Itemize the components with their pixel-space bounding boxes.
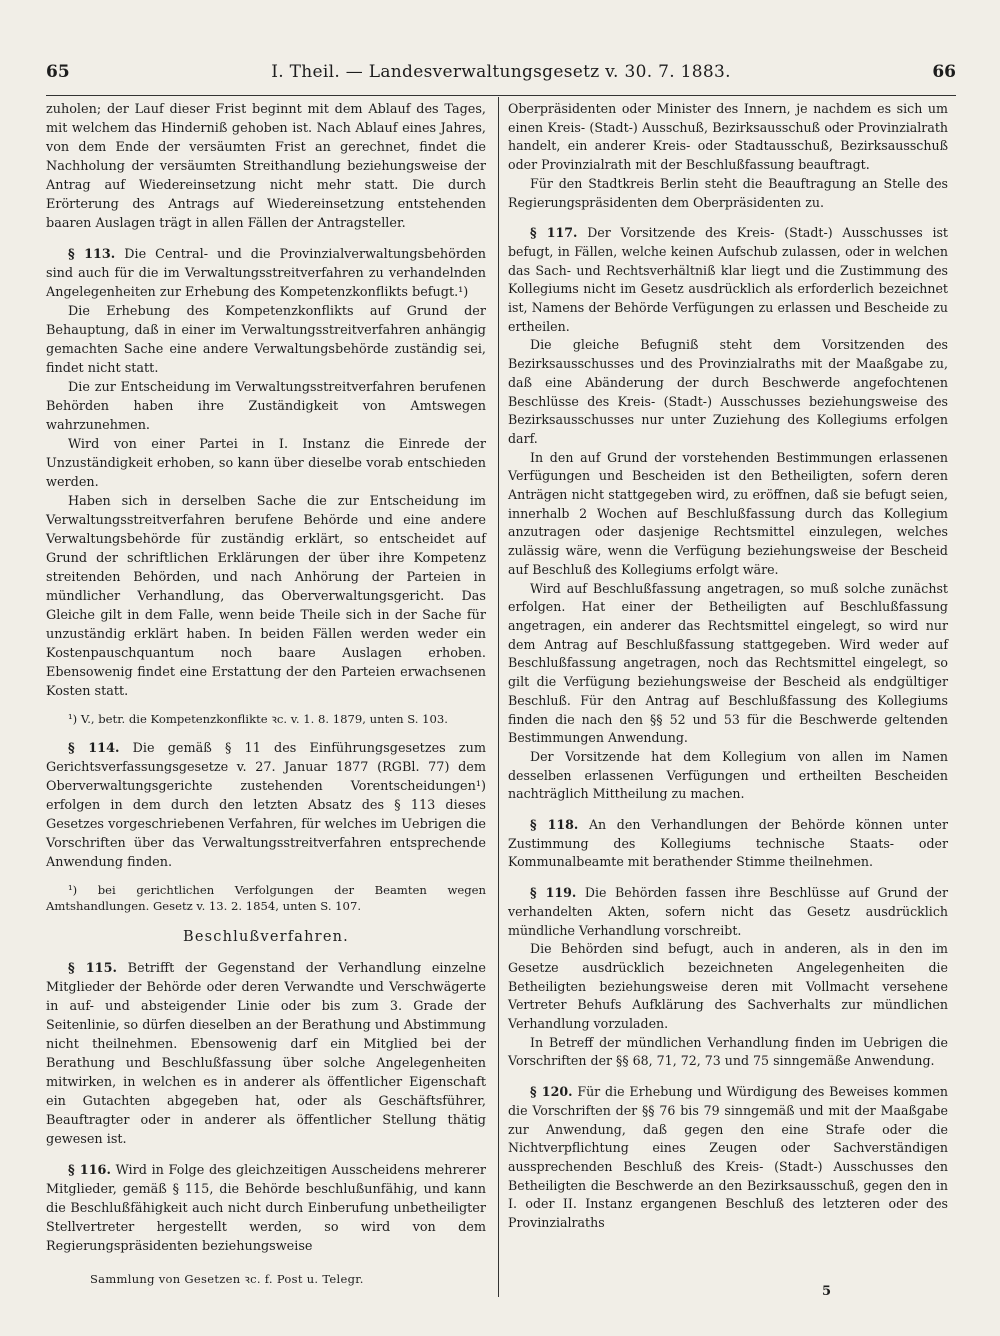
paragraph: Wird von einer Partei in I. Instanz die Einrede der Unzuständigkeit erhoben, so kann über dieselbe vorab entschieden werden.	[46, 437, 486, 490]
section-text: Die Behörden fassen ihre Beschlüsse auf Grund der verhandelten Akten, sofern nicht das Gesetz ausdrücklich mündliche Verhandlung vorschreibt.	[508, 885, 948, 938]
section-number: § 119.	[530, 885, 577, 901]
section-text: Betrifft der Gegenstand der Verhandlung einzelne Mitglieder der Behörde oder deren Verwandte und Verschwägerte in auf- und absteigender Linie oder bis zum 3. Grade der Seitenlinie, so dürfen dieselben an der Berathung und Abstimmung nicht theilnehmen. Ebensowenig darf ein Mitglied bei der Berathung und Beschlußfassung über solche Angelegenheiten mitwirken, in welchen es in anderer als öffentlicher Eigenschaft ein Gutachten abgegeben hat, oder als Geschäftsführer, Beauftragter oder in anderer als öffentlicher Stellung thätig gewesen ist.	[46, 961, 486, 1147]
section-text: Der Vorsitzende des Kreis- (Stadt-) Ausschusses ist befugt, in Fällen, welche keinen Aufschub zulassen, oder in welchen das Sach- und Rechtsverhältniß klar liegt und die Zustimmung des Kollegiums nicht im Gesetz ausdrücklich als erforderlich bezeichnet ist, Namens der Behörde Verfügungen zu erlassen und Bescheide zu ertheilen.	[508, 225, 948, 334]
section-115	[46, 959, 486, 1149]
paragraph: Die Erhebung des Kompetenzkonflikts auf Grund der Behauptung, daß in einer im Verwaltungsstreitverfahren anhängig gemachten Sache eine andere Verwaltungsbehörde zuständig sei, findet nicht statt.	[46, 304, 486, 376]
page-number-right: 66	[932, 62, 956, 82]
paragraph: In den auf Grund der vorstehenden Bestimmungen erlassenen Verfügungen und Bescheiden ist den Betheiligten, sofern deren Anträgen nicht stattgegeben wird, zu eröffnen, daß sie befugt seien, innerhalb 2 Wochen auf Beschlußfassung durch das Kollegium anzutragen oder dasjenige Rechtsmittel einzulegen, welches zulässig wäre, wenn die Verfügung beziehungsweise der Bescheid auf Beschluß des Kollegiums erfolgt wäre.	[508, 449, 948, 577]
paragraph: In Betreff der mündlichen Verhandlung finden im Uebrigen die Vorschriften der §§ 68, 71, 72, 73 und 75 sinngemäße Anwendung.	[508, 1034, 948, 1069]
section-number: § 113.	[68, 247, 116, 262]
paragraph: Für den Stadtkreis Berlin steht die Beauftragung an Stelle des Regierungspräsidenten dem Oberpräsidenten zu.	[508, 175, 948, 210]
section-114	[46, 739, 486, 872]
section-118	[508, 816, 948, 872]
right-column	[508, 100, 948, 1233]
section-119	[508, 884, 948, 940]
section-116	[46, 1161, 486, 1256]
section-number: § 115.	[68, 961, 117, 976]
paragraph: Oberpräsidenten oder Minister des Innern, je nachdem es sich um einen Kreis- (Stadt-) Ausschuß, Bezirksausschuß oder Provinzialrath handelt, ein anderer Kreis- oder Stadtausschuß, Bezirksausschuß oder Provinzialrath mit der Beschlußfassung beauftragt.	[508, 101, 948, 173]
section-number: § 118.	[530, 817, 579, 833]
column-divider	[498, 97, 499, 1297]
section-text: Wird in Folge des gleichzeitigen Ausscheidens mehrerer Mitglieder, gemäß § 115, die Behörde beschlußunfähig, und kann die Beschlußfähigkeit auch nicht durch Einberufung unbetheiligter Stellvertreter hergestellt werden, so wird von dem Regierungspräsidenten beziehungsweise	[46, 1163, 486, 1254]
paragraph: Die gleiche Befugniß steht dem Vorsitzenden des Bezirksausschusses und des Provinzialraths mit der Maaßgabe zu, daß eine Abänderung der durch Beschwerde angefochtenen Beschlüsse des Kreis- (Stadt-) Ausschusses beziehungsweise des Bezirksausschusses nur unter Zuziehung des Kollegiums erfolgen darf.	[508, 337, 948, 446]
page-number-left: 65	[46, 62, 70, 82]
section-number: § 116.	[68, 1163, 111, 1178]
section-text: Für die Erhebung und Würdigung des Beweises kommen die Vorschriften der §§ 76 bis 79 sinngemäß und mit der Maaßgabe zur Anwendung, daß gegen den eine Strafe oder die Nichtverpflichtung eines Zeugen oder Sachverständigen aussprechenden Beschluß des Kreis- (Stadt-) Ausschusses den Betheiligten die Beschwerde an den Bezirksausschuß, gegen den in I. oder II. Instanz ergangenen Beschluß des letzteren oder des Provinzialraths	[508, 1084, 948, 1231]
footnote: ¹) V., betr. die Kompetenzkonflikte ꝛc. v. 1. 8. 1879, unten S. 103.	[68, 712, 448, 726]
section-number: § 120.	[530, 1084, 573, 1100]
left-column	[46, 100, 486, 1256]
running-header	[46, 60, 956, 90]
section-text: An den Verhandlungen der Behörde können unter Zustimmung des Kollegiums technische Staats- oder Kommunalbeamte mit berathender Stimme theilnehmen.	[508, 817, 948, 870]
paragraph: zuholen; der Lauf dieser Frist beginnt mit dem Ablauf des Tages, mit welchem das Hinderniß gehoben ist. Nach Ablauf eines Jahres, von dem Ende der versäumten Frist an gerechnet, findet die Nachholung der versäumten Streithandlung beziehungsweise der Antrag auf Wiedereinsetzung nicht mehr statt. Die durch Erörterung des Antrags auf Wiedereinsetzung entstehenden baaren Auslagen trägt in allen Fällen der Antragsteller.	[46, 102, 486, 231]
paragraph: Die zur Entscheidung im Verwaltungsstreitverfahren berufenen Behörden haben ihre Zuständigkeit von Amtswegen wahrzunehmen.	[46, 380, 486, 433]
paragraph: Wird auf Beschlußfassung angetragen, so muß solche zunächst erfolgen. Hat einer der Betheiligten auf Beschlußfassung angetragen, ein anderer das Rechtsmittel eingelegt, so wird nur dem Antrag auf Beschlußfassung stattgegeben. Wird weder auf Beschlußfassung angetragen, noch das Rechtsmittel eingelegt, so gilt die Verfügung beziehungsweise der Bescheid als endgültiger Beschluß. Für den Antrag auf Beschlußfassung des Kollegiums finden die nach den §§ 52 und 53 für die Beschwerde geltenden Bestimmungen Anwendung.	[508, 580, 948, 746]
section-117	[508, 224, 948, 336]
sheet-number: 5	[822, 1284, 832, 1299]
running-title: I. Theil. — Landesverwaltungsgesetz v. 30. 7. 1883.	[271, 62, 731, 82]
section-text: Die Central- und die Provinzialverwaltungsbehörden sind auch für die im Verwaltungsstreitverfahren zu verhandelnden Angelegenheiten zur Erhebung des Kompetenzkonflikts befugt.¹)	[46, 247, 486, 300]
section-heading: Beschlußverfahren.	[183, 929, 349, 945]
paragraph: Die Behörden sind befugt, auch in anderen, als in den im Gesetze ausdrücklich bezeichneten Angelegenheiten die Betheiligten beziehungsweise deren mit Vollmacht versehene Vertreter Behufs Aufklärung des Sachverhalts zur mündlichen Verhandlung vorzuladen.	[508, 941, 948, 1032]
section-number: § 114.	[68, 741, 120, 756]
paragraph: Der Vorsitzende hat dem Kollegium von allen im Namen desselben erlassenen Verfügungen und ertheilten Bescheiden nachträglich Mittheilung zu machen.	[508, 748, 948, 802]
printer-signature: Sammlung von Gesetzen ꝛc. f. Post u. Telegr.	[90, 1272, 364, 1286]
footnote: ¹) bei gerichtlichen Verfolgungen der Beamten wegen Amtshandlungen. Gesetz v. 13. 2. 1854, unten S. 107.	[46, 883, 486, 913]
section-120	[508, 1083, 948, 1233]
section-text: Die gemäß § 11 des Einführungsgesetzes zum Gerichtsverfassungsgesetze v. 27. Januar 1877 (RGBl. 77) dem Oberverwaltungsgerichte zustehenden Vorentscheidungen¹) erfolgen in dem durch den letzten Absatz des § 113 dieses Gesetzes vorgeschriebenen Verfahren, für welches im Uebrigen die Vorschriften über das Verwaltungsstreitverfahren entsprechende Anwendung finden.	[46, 741, 486, 870]
paragraph: Haben sich in derselben Sache die zur Entscheidung im Verwaltungsstreitverfahren berufene Behörde und eine andere Verwaltungsbehörde für zuständig erklärt, so entscheidet auf Grund der schriftlichen Erklärungen der über ihre Kompetenz streitenden Behörden, und nach Anhörung der Parteien in mündlicher Verhandlung, das Oberverwaltungsgericht. Das Gleiche gilt in dem Falle, wenn beide Theile sich in der Sache für unzuständig erklärt haben. In beiden Fällen werden weder ein Kostenpauschquantum noch baare Auslagen erhoben. Ebensowenig findet eine Erstattung der den Parteien erwachsenen Kosten statt.	[46, 494, 486, 699]
section-113	[46, 245, 486, 302]
header-rule	[46, 95, 956, 96]
section-number: § 117.	[530, 225, 578, 241]
